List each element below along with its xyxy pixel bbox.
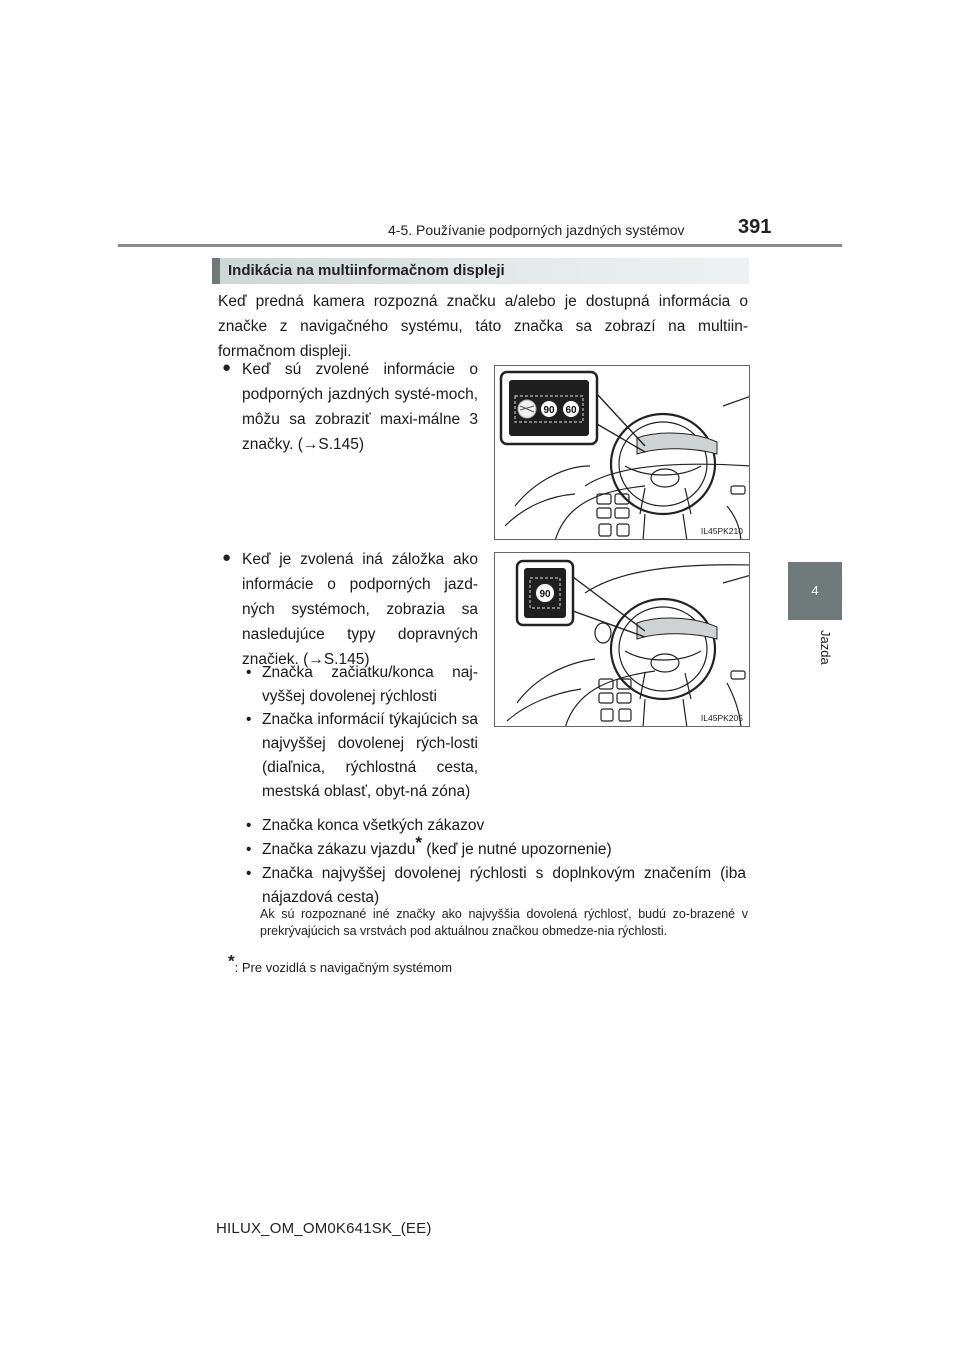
list-item <box>246 661 478 709</box>
sub-marker: • <box>246 817 252 834</box>
bullet-text-2: Keď je zvolená iná záložka ako informácie o podporných jazd-ných systémoch, zobrazia sa nasledujúce typy dopravných značiek. (→S.145) <box>242 551 478 668</box>
sub-marker: • <box>246 711 252 728</box>
sub-marker: • <box>246 841 252 858</box>
note-paragraph: Ak sú rozpoznané iné značky ako najvyššia dovolená rýchlosť, budú zo-brazené v prekrývajúcich sa vrstvách pod aktuálnou značkou obmedze-nia rýchlosti. <box>260 907 748 938</box>
figure-code-2: IL45PK205 <box>700 713 743 723</box>
dashboard-illustration-2 <box>495 553 750 727</box>
figure-code-1: IL45PK210 <box>700 526 743 536</box>
bullet-marker: ● <box>222 359 232 376</box>
chapter-label: Jazda <box>818 630 833 665</box>
header-section-title: 4-5. Používanie podporných jazdných systémov <box>388 222 685 238</box>
list-item-text: Značka najvyššej dovolenej rýchlosti s doplnkovým značením (iba nájazdová cesta) <box>262 865 746 906</box>
footnote-text: : Pre vozidlá s navigačným systémom <box>234 960 453 975</box>
list-item <box>246 814 746 838</box>
header-rule <box>118 244 842 247</box>
intro-paragraph: Keď predná kamera rozpozná značku a/alebo je dostupná informácia o značke z navigačného systému, táto značka sa zobrazí na multiin-formačnom displeji. <box>218 293 748 360</box>
section-heading <box>212 258 749 284</box>
section-heading-text: Indikácia na multiinformačnom displeji <box>228 262 505 279</box>
list-item <box>246 708 478 804</box>
chapter-number: 4 <box>811 583 819 598</box>
chapter-tab <box>788 562 842 620</box>
sign-value-2: 60 <box>565 405 577 416</box>
list-item-text: Značka konca všetkých zákazov <box>262 817 485 834</box>
list-item-text <box>262 832 746 862</box>
list-item <box>246 832 746 862</box>
document-footer-code: HILUX_OM_OM0K641SK_(EE) <box>216 1220 432 1237</box>
figure-dashboard-three-signs <box>494 365 750 540</box>
list-item-text: Značka začiatku/konca naj-vyššej dovolenej rýchlosti <box>262 664 478 705</box>
bullet-marker: ● <box>222 549 232 566</box>
list-item-text-part: (keď je nutné upozornenie) <box>426 841 612 858</box>
sub-marker: • <box>246 664 252 681</box>
list-item <box>246 862 746 910</box>
footnote <box>228 951 453 975</box>
list-item-text: Značka informácií týkajúcich sa najvyššej dovolenej rých-losti (diaľnica, rýchlostná cesta, mestská oblasť, obyt-ná zóna) <box>262 711 478 800</box>
list-item-text-part: Značka zákazu vjazdu <box>262 841 416 858</box>
dashboard-illustration-1 <box>495 366 750 540</box>
bullet-text-1: Keď sú zvolené informácie o podporných jazdných systé-moch, môžu sa zobraziť maxi-málne 3 značky. (→S.145) <box>242 361 478 453</box>
sign-value-3: 90 <box>539 589 551 600</box>
page-number: 391 <box>738 216 772 238</box>
sub-marker: • <box>246 865 252 882</box>
sign-value-1: 90 <box>543 405 555 416</box>
figure-dashboard-one-sign <box>494 552 750 727</box>
asterisk-mark: * <box>415 832 422 852</box>
footnote-asterisk: * <box>228 951 235 971</box>
